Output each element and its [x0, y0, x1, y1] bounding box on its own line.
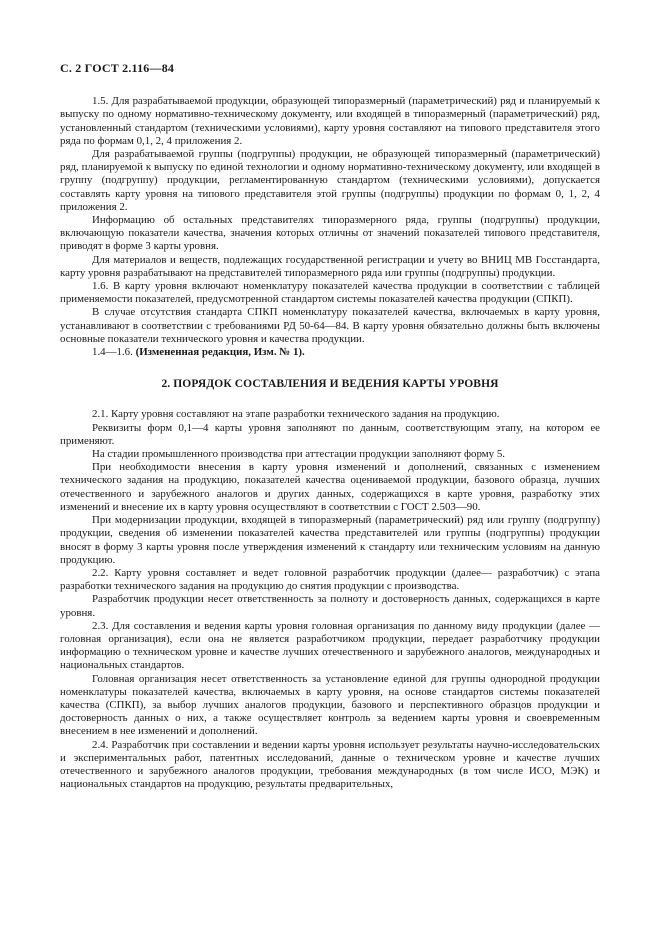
- paragraph-changes: При необходимости внесения в карту уровня изменений и дополнений, связанных с изменением технического задания на продукцию, показателей качества оцениваемой продукции, базового образца, лучших отечественного и зарубежного аналогов и других данных, содержащихся в карте уровня, разработку этих изменений и внесение их в карту уровня осуществляют в соответствии с ГОСТ 2.503—90.: [60, 461, 600, 513]
- document-page: [60, 62, 600, 791]
- section-2-body: [60, 408, 600, 791]
- paragraph-form-requisites: Реквизиты форм 0,1—4 карты уровня заполняют по данным, соответствующим этапу, на котором ее применяют.: [60, 421, 600, 447]
- paragraph-head-organization: Головная организация несет ответственность за установление единой для группы однородной продукции номенклатуры показателей качества, включаемых в карту уровня, на основе стандартов системы показателей качества (СПКП), за выбор лучших аналогов продукции, базового и перспективного образцов продукции и достоверность данных о них, а также осуществляет контроль за ведением карты уровня и своевременным внесением в нее изменений и дополнений.: [60, 672, 600, 738]
- section-1-body: [60, 95, 600, 359]
- paragraph-2-2: 2.2. Карту уровня составляет и ведет головной разработчик продукции (далее— разработчик) с этапа разработки технического задания на продукцию до снятия продукции с производства.: [60, 566, 600, 593]
- paragraph-form-5: На стадии промышленного производства при аттестации продукции заполняют форму 5.: [92, 448, 506, 461]
- change-note-bold: (Измененная редакция, Изм. № 1).: [135, 346, 305, 359]
- paragraph-1-6: 1.6. В карту уровня включают номенклатуру показателей качества продукции в соответствии с таблицей применяемости показателей, предусмотренной стандартом системы показателей качества продукции (СПКП).: [60, 280, 600, 306]
- section-2-title: 2. ПОРЯДОК СОСТАВЛЕНИЯ И ВЕДЕНИЯ КАРТЫ УРОВНЯ: [161, 378, 499, 391]
- paragraph-group-products: Для разрабатываемой группы (подгруппы) продукции, не образующей типоразмерный (параметрический) ряд, планируемой к выпуску по единой технологии и одному нормативно-техническому документу, или входящей в группу (подгруппу) продукции, регламентированную стандартом (техническими условиями), допускается составлять карту уровня на типового представителя этой группы (подгруппы) продукции по формам 0, 1, 2, 4 приложения 2.: [60, 148, 600, 213]
- paragraph-2-1: 2.1. Карту уровня составляют на этапе разработки технического задания на продукцию.: [92, 408, 500, 421]
- change-note: [60, 346, 600, 359]
- paragraph-materials: Для материалов и веществ, подлежащих государственной регистрации и учету во ВНИЦ МВ Госстандарта, карту уровня разрабатывают на представителей типоразмерного ряда или группы (подгруппы) продукции.: [60, 253, 600, 279]
- page-header: С. 2 ГОСТ 2.116—84: [60, 61, 175, 75]
- paragraph-modernization: При модернизации продукции, входящей в типоразмерный (параметрический) ряд или группу (подгруппу) продукции, сведения об изменении показателей качества представителей или группы (подгруппы) продукции вносят в форму 3 карты уровня после утверждения изменений к стандарту или техническим условиям на данную продукцию.: [60, 514, 600, 566]
- paragraph-2-4: 2.4. Разработчик при составлении и ведении карты уровня использует результаты научно-исследовательских и экспериментальных работ, патентных исследований, данные о техническом уровне и качестве лучших отечественного и зарубежного аналогов продукции, требования международных (в том числе ИСО, МЭК) и национальных стандартов на продукцию, результаты предварительных,: [60, 738, 600, 791]
- paragraph-no-standard: В случае отсутствия стандарта СПКП номенклатуру показателей качества, включаемых в карту уровня, устанавливают в соответствии с требованиями РД 50-64—84. В карту уровня обязательно должны быть включены основные показатели технического уровня и качества продукции.: [60, 306, 600, 345]
- paragraph-1-5: 1.5. Для разрабатываемой продукции, образующей типоразмерный (параметрический) ряд и планируемый к выпуску по одному нормативно-техническому документу, или входящей в типоразмерный (параметрический) ряд, установленный стандартом (техническими условиями), карту уровня составляют на типового представителя этого ряда по формам 0,1, 2, 4 приложения 2.: [60, 95, 600, 147]
- paragraph-2-3: 2.3. Для составления и ведения карты уровня головная организация по данному виду продукции (далее — головная организация), если она не является разработчиком продукции, передает разработчику продукции информацию о техническом уровне и качестве лучших отечественного и зарубежного аналогов, международных и национальных стандартов.: [60, 619, 600, 672]
- paragraph-responsibility: Разработчик продукции несет ответственность за полноту и достоверность данных, содержащихся в карте уровня.: [60, 593, 600, 619]
- paragraph-other-representatives: Информацию об остальных представителях типоразмерного ряда, группы (подгруппы) продукции, включающую показатели качества, значения которых отличны от значений показателей типового представителя, приводят в форме 3 карты уровня.: [60, 214, 600, 253]
- change-note-prefix: 1.4—1.6.: [92, 346, 136, 359]
